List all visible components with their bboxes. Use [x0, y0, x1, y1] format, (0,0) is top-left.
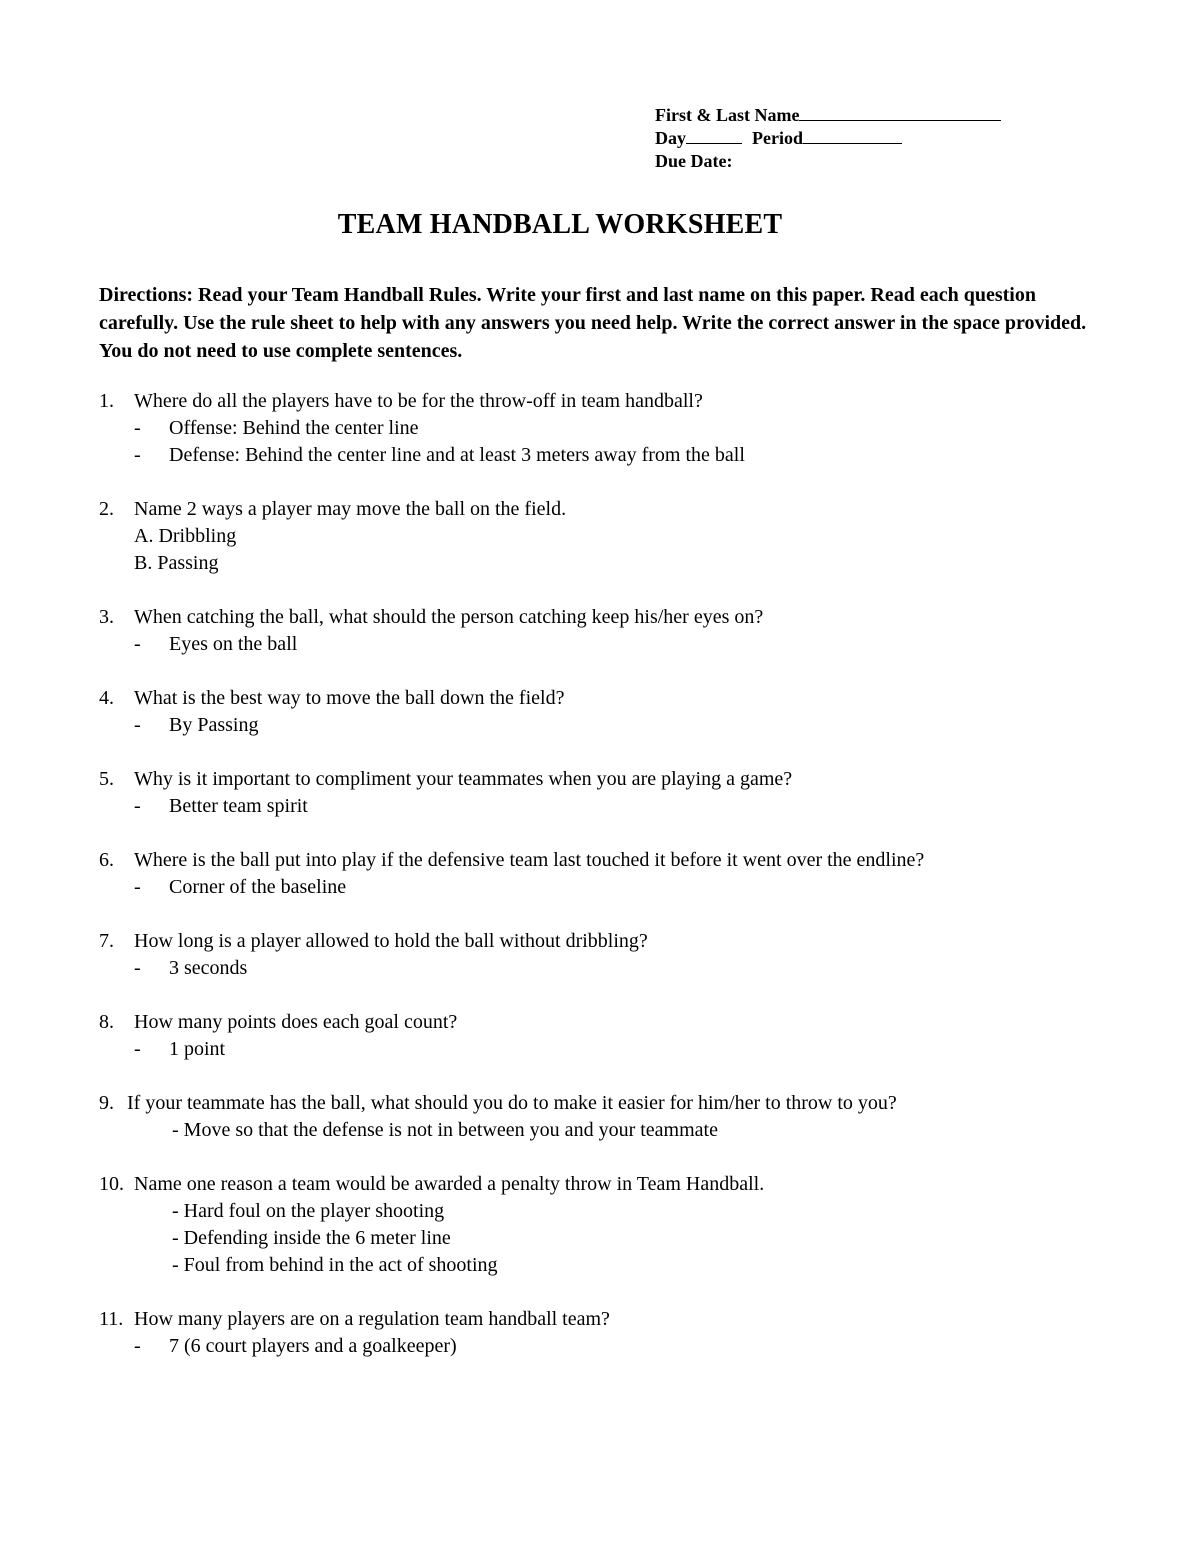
question-6 [99, 847, 1099, 901]
question-number: 2. [99, 498, 114, 520]
question-1 [99, 388, 1099, 469]
student-info-header [655, 104, 1001, 173]
day-period-line [655, 127, 1001, 150]
day-blank[interactable] [686, 129, 742, 144]
question-number: 8. [99, 1011, 114, 1033]
answer-text: - Foul from behind in the act of shooting [172, 1254, 498, 1276]
answer-text: 3 seconds [169, 957, 248, 979]
answer-dash: - [134, 417, 141, 439]
answer-text: Corner of the baseline [169, 876, 347, 898]
question-text: Name one reason a team would be awarded a penalty throw in Team Handball. [134, 1173, 765, 1195]
question-text: Where do all the players have to be for the throw-off in team handball? [134, 390, 703, 412]
answer-dash: - [134, 1335, 141, 1357]
answer-text: Offense: Behind the center line [169, 417, 419, 439]
question-number: 5. [99, 768, 114, 790]
answer-text: - Hard foul on the player shooting [172, 1200, 445, 1222]
answer-line [99, 415, 1099, 442]
answer-text: A. Dribbling [134, 525, 237, 547]
question-list [99, 388, 1099, 1387]
name-blank[interactable] [799, 106, 1001, 121]
worksheet-title: TEAM HANDBALL WORKSHEET [337, 209, 783, 240]
question-number: 3. [99, 606, 114, 628]
answer-line [99, 631, 1099, 658]
answer-line [99, 874, 1099, 901]
answer-text: Better team spirit [169, 795, 308, 817]
question-7 [99, 928, 1099, 982]
question-number: 6. [99, 849, 114, 871]
question-number: 4. [99, 687, 114, 709]
answer-text: B. Passing [134, 552, 219, 574]
question-11 [99, 1306, 1099, 1360]
due-date-line [655, 150, 1001, 173]
answer-dash: - [134, 444, 141, 466]
answer-text: Defense: Behind the center line and at least 3 meters away from the ball [169, 444, 745, 466]
directions-text: Directions: Read your Team Handball Rules. Write your first and last name on this paper. Read each question carefully. Use the rule sheet to help with any answers you need help. Write the correct answer in the space provided. You do not need to use complete sentences. [99, 284, 1087, 362]
question-text: How long is a player allowed to hold the ball without dribbling? [134, 930, 648, 952]
question-text: How many players are on a regulation team handball team? [134, 1308, 610, 1330]
question-text: If your teammate has the ball, what should you do to make it easier for him/her to throw to you? [127, 1092, 897, 1114]
question-text: When catching the ball, what should the person catching keep his/her eyes on? [134, 606, 764, 628]
question-9 [99, 1090, 1099, 1144]
question-5 [99, 766, 1099, 820]
question-10 [99, 1171, 1099, 1279]
answer-line [99, 1333, 1099, 1360]
answer-line [99, 442, 1099, 469]
day-label: Day [655, 128, 686, 148]
question-number: 7. [99, 930, 114, 952]
question-number: 1. [99, 390, 114, 412]
question-2 [99, 496, 1099, 577]
question-text: How many points does each goal count? [134, 1011, 458, 1033]
question-text: What is the best way to move the ball down the field? [134, 687, 565, 709]
question-number: 11. [99, 1308, 124, 1330]
answer-dash: - [134, 633, 141, 655]
question-text: Where is the ball put into play if the defensive team last touched it before it went over the endline? [134, 849, 925, 871]
answer-text: Eyes on the ball [169, 633, 298, 655]
answer-line [99, 793, 1099, 820]
period-blank[interactable] [803, 129, 902, 144]
answer-dash: - [134, 714, 141, 736]
answer-line [99, 712, 1099, 739]
answer-dash: - [134, 795, 141, 817]
answer-dash: - [134, 876, 141, 898]
answer-line [99, 955, 1099, 982]
due-date-label: Due Date: [655, 151, 733, 171]
name-line [655, 104, 1001, 127]
answer-text: - Defending inside the 6 meter line [172, 1227, 451, 1249]
answer-dash: - [134, 1038, 141, 1060]
answer-text: 7 (6 court players and a goalkeeper) [169, 1335, 457, 1357]
name-label: First & Last Name [655, 105, 800, 125]
question-3 [99, 604, 1099, 658]
answer-text: 1 point [169, 1038, 226, 1060]
answer-dash: - [134, 957, 141, 979]
question-text: Why is it important to compliment your teammates when you are playing a game? [134, 768, 793, 790]
answer-text: - Move so that the defense is not in between you and your teammate [172, 1119, 718, 1141]
question-4 [99, 685, 1099, 739]
question-number: 10. [99, 1173, 124, 1195]
answer-text: By Passing [169, 714, 259, 736]
question-text: Name 2 ways a player may move the ball on the field. [134, 498, 567, 520]
question-number: 9. [99, 1092, 114, 1114]
period-label: Period [752, 128, 803, 148]
answer-line [99, 1036, 1099, 1063]
question-8 [99, 1009, 1099, 1063]
